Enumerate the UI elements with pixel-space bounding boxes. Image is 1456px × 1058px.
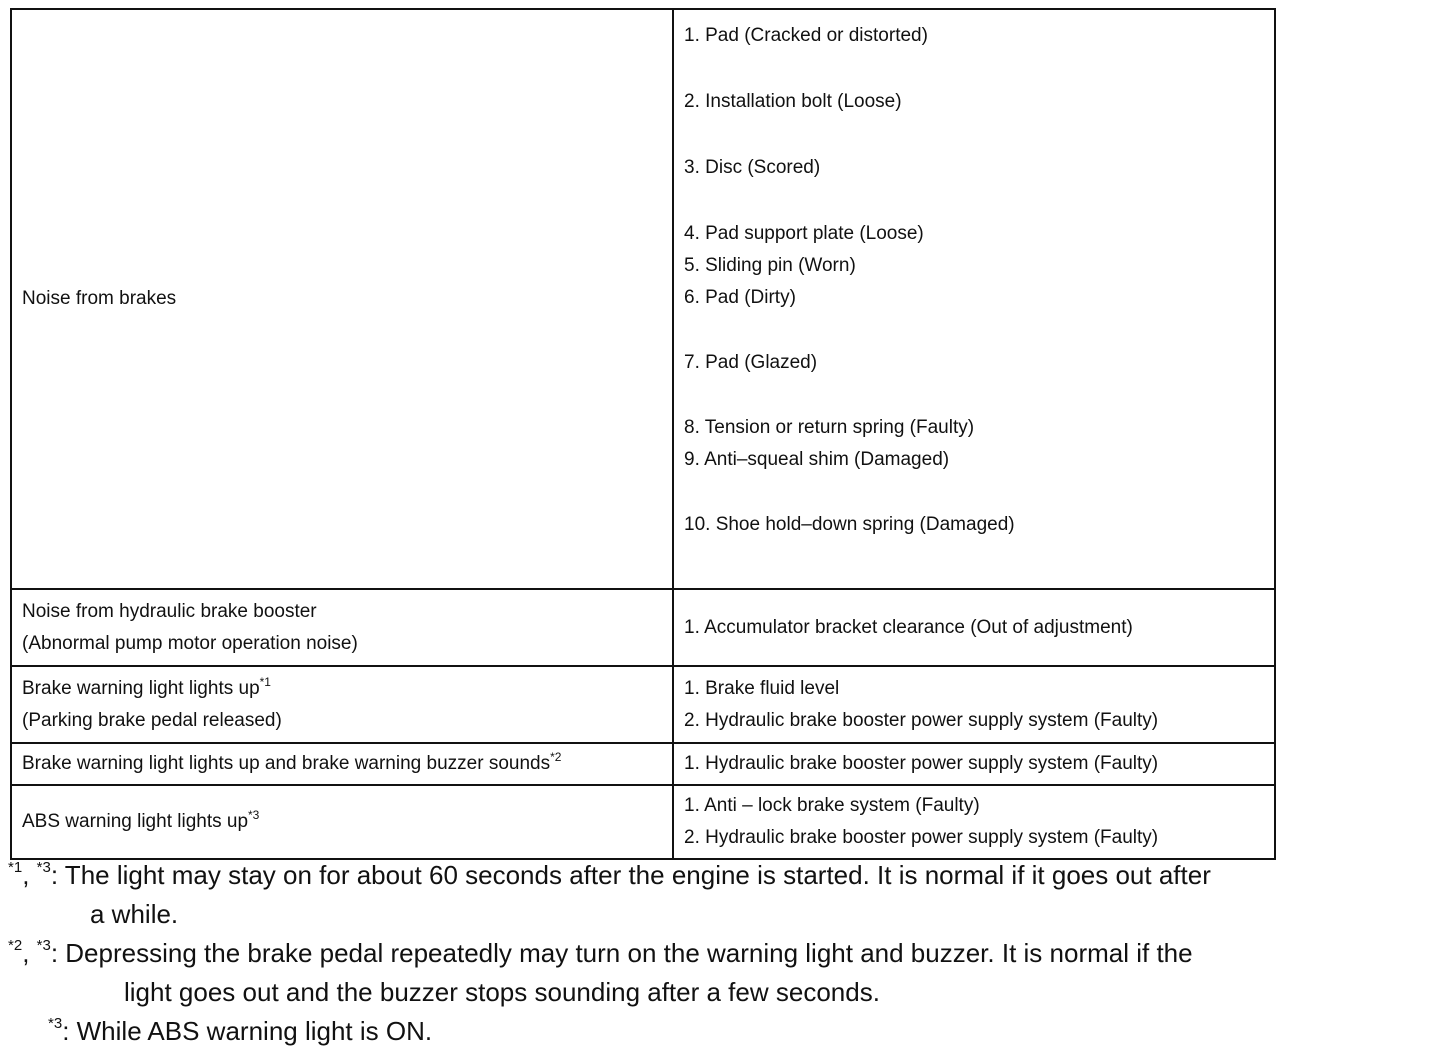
footnote-marker bbox=[8, 860, 51, 890]
cause-item: 1. Anti – lock brake system (Faulty) bbox=[684, 795, 980, 816]
symptom-cell bbox=[11, 666, 673, 743]
footnote-continuation: light goes out and the buzzer stops sounding after a few seconds. bbox=[124, 977, 880, 1007]
troubleshooting-table bbox=[10, 8, 1276, 860]
footnote-mark: *3 bbox=[36, 937, 51, 954]
symptom-text: Noise from brakes bbox=[22, 288, 177, 309]
symptom-cell bbox=[11, 743, 673, 785]
cause-item: 10. Shoe hold–down spring (Damaged) bbox=[684, 514, 1015, 535]
cause-item: 1. Pad (Cracked or distorted) bbox=[684, 25, 928, 46]
footnote-marker bbox=[8, 938, 51, 968]
cause-cell bbox=[673, 9, 1275, 589]
symptom-cell bbox=[11, 9, 673, 589]
footnote-text: : Depressing the brake pedal repeatedly may turn on the warning light and buzzer. It is normal if the bbox=[50, 938, 1193, 968]
footnote-ref: *3 bbox=[248, 808, 260, 822]
cause-item: 8. Tension or return spring (Faulty) bbox=[684, 417, 975, 438]
table-row bbox=[11, 666, 1275, 743]
cause-item: 7. Pad (Glazed) bbox=[684, 352, 818, 373]
symptom-text: Noise from hydraulic brake booster bbox=[22, 600, 317, 622]
cause-item: 1. Hydraulic brake booster power supply system (Faulty) bbox=[684, 753, 1159, 774]
table-row bbox=[11, 9, 1275, 589]
cause-item: 1. Brake fluid level bbox=[684, 677, 840, 699]
footnote-line bbox=[48, 1012, 1448, 1051]
footnotes bbox=[8, 856, 1448, 1051]
footnote bbox=[8, 856, 1448, 934]
table-row bbox=[11, 589, 1275, 666]
footnote-ref: *1 bbox=[259, 674, 271, 689]
footnote-continuation: a while. bbox=[90, 899, 179, 929]
cause-cell bbox=[673, 589, 1275, 666]
symptom-text: ABS warning light lights up bbox=[22, 811, 249, 832]
cause-cell bbox=[673, 785, 1275, 859]
footnote-text: : While ABS warning light is ON. bbox=[62, 1016, 433, 1046]
footnote bbox=[8, 1012, 1448, 1051]
symptom-text-main: Brake warning light lights up bbox=[22, 677, 260, 699]
cause-item: 1. Accumulator bracket clearance (Out of adjustment) bbox=[684, 616, 1133, 638]
cause-item: 2. Hydraulic brake booster power supply system (Faulty) bbox=[684, 827, 1159, 848]
footnote-marker bbox=[48, 1016, 62, 1046]
cause-item: 5. Sliding pin (Worn) bbox=[684, 255, 856, 276]
footnote-mark: *3 bbox=[36, 859, 51, 876]
cause-item: 2. Installation bolt (Loose) bbox=[684, 91, 902, 112]
footnote-line bbox=[8, 934, 1448, 973]
table-row bbox=[11, 743, 1275, 785]
table-row bbox=[11, 785, 1275, 859]
cause-item: 4. Pad support plate (Loose) bbox=[684, 223, 924, 244]
symptom-cell bbox=[11, 785, 673, 859]
footnote-mark: *1 bbox=[8, 859, 23, 876]
cause-cell bbox=[673, 666, 1275, 743]
cause-cell bbox=[673, 743, 1275, 785]
symptom-cell bbox=[11, 589, 673, 666]
footnote-line bbox=[8, 856, 1448, 895]
cause-item: 9. Anti–squeal shim (Damaged) bbox=[684, 449, 950, 470]
footnote-mark: *3 bbox=[48, 1015, 63, 1032]
footnote-mark: *2 bbox=[8, 937, 23, 954]
cause-item: 3. Disc (Scored) bbox=[684, 157, 821, 178]
footnote-ref: *2 bbox=[550, 750, 562, 764]
footnote-sep: , bbox=[22, 860, 37, 890]
footnote bbox=[8, 934, 1448, 1012]
symptom-text: Brake warning light lights up and brake warning buzzer sounds bbox=[22, 753, 551, 774]
troubleshooting-sheet bbox=[10, 8, 1270, 860]
symptom-text: (Abnormal pump motor operation noise) bbox=[22, 632, 358, 654]
footnote-text: : The light may stay on for about 60 seconds after the engine is started. It is normal if it goes out after bbox=[50, 860, 1211, 890]
symptom-text: (Parking brake pedal released) bbox=[22, 709, 282, 731]
cause-item: 6. Pad (Dirty) bbox=[684, 287, 796, 308]
symptom-text bbox=[22, 673, 662, 705]
footnote-sep: , bbox=[22, 938, 37, 968]
cause-item: 2. Hydraulic brake booster power supply system (Faulty) bbox=[684, 709, 1159, 731]
